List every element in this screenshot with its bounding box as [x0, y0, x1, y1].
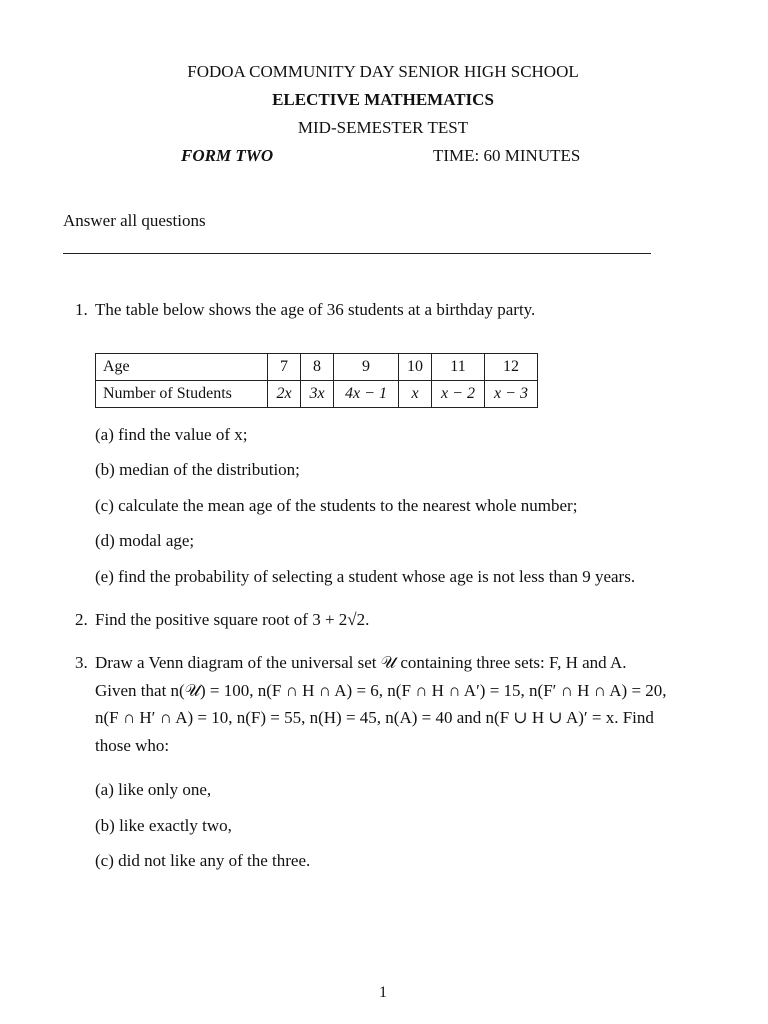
- school-name: FODOA COMMUNITY DAY SENIOR HIGH SCHOOL: [187, 62, 579, 81]
- q3-line: Given that n(𝒰) = 100, n(F ∩ H ∩ A) = 6, n(F ∩ H ∩ A′) = 15, n(F′ ∩ H ∩ A) = 20,: [95, 681, 667, 700]
- divider-rule: [63, 253, 651, 254]
- q3-line: n(F ∩ H′ ∩ A) = 10, n(F) = 55, n(H) = 45, n(A) = 40 and n(F ∪ H ∪ A)′ = x. Find: [95, 708, 654, 727]
- q1-text: The table below shows the age of 36 students at a birthday party.: [95, 300, 536, 319]
- q2-number: 2.: [75, 610, 88, 629]
- age-table: [95, 353, 538, 408]
- q1-part-b: (b) median of the distribution;: [95, 460, 300, 479]
- table-row: [96, 354, 538, 381]
- table-cell: x: [399, 381, 432, 408]
- q3-part-a: (a) like only one,: [95, 780, 212, 799]
- q3-line: Draw a Venn diagram of the universal set 𝒰 containing three sets: F, H and A.: [95, 653, 627, 672]
- table-row: [96, 381, 538, 408]
- page-number: 1: [379, 984, 387, 1001]
- q3-line: those who:: [95, 736, 170, 755]
- form-label: FORM TWO: [181, 146, 274, 165]
- table-cell: 2x: [268, 381, 301, 408]
- table-cell: 12: [485, 354, 538, 381]
- table-cell: 3x: [301, 381, 334, 408]
- q1-part-a: (a) find the value of x;: [95, 425, 248, 444]
- table-cell: 10: [399, 354, 432, 381]
- table-cell: x − 2: [432, 381, 485, 408]
- q3-part-b: (b) like exactly two,: [95, 816, 232, 835]
- table-cell: Number of Students: [96, 381, 268, 408]
- table-cell: Age: [96, 354, 268, 381]
- test-title: MID-SEMESTER TEST: [297, 118, 469, 137]
- subject-title: ELECTIVE MATHEMATICS: [272, 90, 494, 109]
- q1-part-d: (d) modal age;: [95, 531, 195, 550]
- q3-part-c: (c) did not like any of the three.: [95, 851, 311, 870]
- table-cell: 11: [432, 354, 485, 381]
- q3-number: 3.: [75, 653, 88, 672]
- table-cell: 7: [268, 354, 301, 381]
- table-cell: 4x − 1: [334, 381, 399, 408]
- table-cell: x − 3: [485, 381, 538, 408]
- table-cell: 9: [334, 354, 399, 381]
- q2-text: Find the positive square root of 3 + 2√2.: [95, 610, 370, 629]
- q1-number: 1.: [75, 300, 88, 319]
- q1-part-c: (c) calculate the mean age of the students to the nearest whole number;: [95, 496, 578, 515]
- q1-part-e: (e) find the probability of selecting a student whose age is not less than 9 years.: [95, 567, 636, 586]
- instruction: Answer all questions: [63, 211, 206, 230]
- time-label: TIME: 60 MINUTES: [433, 146, 581, 165]
- table-cell: 8: [301, 354, 334, 381]
